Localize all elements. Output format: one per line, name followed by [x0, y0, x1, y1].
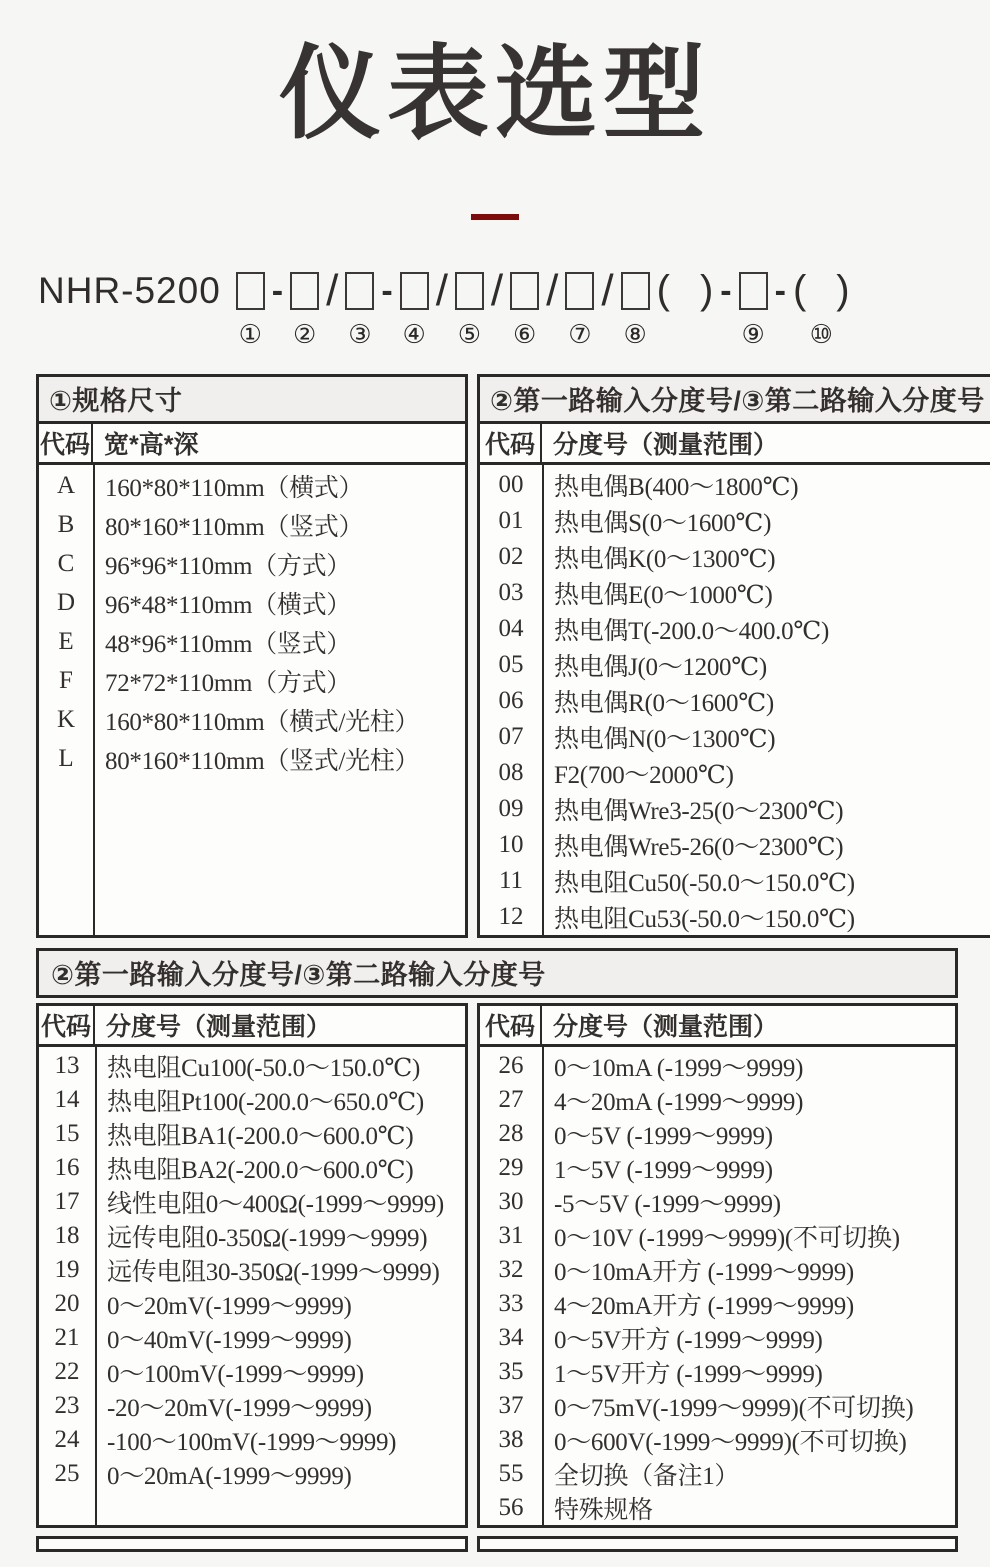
row-desc: 0～20mV(-1999～9999): [107, 1292, 352, 1320]
table-row: [480, 539, 990, 575]
row-code: 12: [498, 902, 524, 930]
row-desc: 4～20mA (-1999～9999): [554, 1088, 804, 1116]
row-desc: -20～20mV(-1999～9999): [107, 1394, 372, 1422]
input-range-table-2-left-body: [39, 1047, 465, 1525]
separator-dash: -: [381, 271, 393, 310]
table-row: [480, 827, 990, 863]
row-code: 23: [54, 1391, 80, 1419]
row-desc: 热电偶R(0～1600℃): [554, 689, 774, 717]
input-range-table-1-column-headers: [480, 424, 990, 465]
spec-sheet-page: [0, 26, 990, 1552]
table-row: [39, 740, 465, 779]
row-code: 18: [54, 1221, 80, 1249]
row-desc: 线性电阻0～400Ω(-1999～9999): [107, 1190, 444, 1218]
row-code: B: [57, 511, 75, 539]
row-desc: 0～20mA(-1999～9999): [107, 1462, 352, 1490]
row-desc: 远传电阻0-350Ω(-1999～9999): [107, 1224, 428, 1252]
row-desc: 96*96*110mm（方式）: [105, 553, 351, 581]
code-box-icon: [345, 272, 374, 310]
table-row: [39, 1049, 465, 1083]
row-code: C: [57, 550, 75, 578]
section-1: [36, 374, 985, 938]
separator-slash: /: [601, 265, 614, 315]
row-desc: 热电阻Cu53(-50.0～150.0℃): [554, 905, 855, 933]
table-row: [480, 1049, 955, 1083]
desc-column-header: 分度号（测量范围）: [553, 1012, 779, 1041]
table-row: [480, 1491, 955, 1525]
model-box-2: [290, 268, 319, 352]
row-code: 06: [498, 686, 524, 714]
section-2-header: ②第一路输入分度号/③第二路输入分度号: [36, 948, 958, 998]
position-number-9: ⑨: [741, 319, 765, 350]
model-box-4: [400, 268, 429, 352]
table-row: [480, 575, 990, 611]
input-range-table-2-right-body: [480, 1047, 955, 1525]
row-desc: -100～100mV(-1999～9999): [107, 1428, 397, 1456]
table-row: [39, 1355, 465, 1389]
row-desc: 热电偶B(400～1800℃): [554, 473, 799, 501]
row-desc: 特殊规格: [554, 1496, 653, 1524]
row-desc: 80*160*110mm（竖式）: [105, 514, 364, 542]
table-row: [39, 1219, 465, 1253]
row-code: A: [56, 472, 76, 500]
row-code: 01: [498, 506, 524, 534]
row-desc: F2(700～2000℃): [554, 761, 734, 789]
input-range-table-1-header: ②第一路输入分度号/③第二路输入分度号: [480, 377, 990, 424]
code-box-icon: [400, 272, 429, 310]
table-row: [480, 1457, 955, 1491]
row-desc: 远传电阻30-350Ω(-1999～9999): [107, 1258, 440, 1286]
table-row: [480, 1355, 955, 1389]
row-desc: 48*96*110mm（竖式）: [105, 631, 351, 659]
row-code: 22: [54, 1357, 80, 1385]
row-desc: -5～5V (-1999～9999): [554, 1190, 781, 1218]
row-code: F: [59, 667, 73, 695]
table-row: [39, 506, 465, 545]
table-row: [480, 899, 990, 935]
table-row: [480, 791, 990, 827]
table-row: [480, 863, 990, 899]
table-row: [39, 662, 465, 701]
row-code: D: [56, 589, 76, 617]
input-range-table-1-body: [480, 465, 990, 935]
row-desc: 1～5V开方 (-1999～9999): [554, 1360, 823, 1388]
table-row: [480, 1287, 955, 1321]
row-code: 17: [54, 1187, 80, 1215]
code-box-icon: [290, 272, 319, 310]
table-row: [39, 1457, 465, 1491]
row-desc: 热电阻Cu50(-50.0～150.0℃): [554, 869, 855, 897]
model-box-7: [565, 268, 594, 352]
row-desc: 热电阻BA1(-200.0～600.0℃): [107, 1122, 414, 1150]
row-code: 00: [498, 470, 524, 498]
code-box-icon: [739, 272, 768, 310]
row-code: 11: [498, 866, 524, 894]
position-number-5: ⑤: [457, 319, 482, 350]
row-code: 15: [54, 1119, 80, 1147]
table-row: [39, 467, 465, 506]
row-desc: 0～10mA开方 (-1999～9999): [554, 1258, 854, 1286]
model-prefix-segment: [38, 268, 229, 352]
row-desc: 热电阻Pt100(-200.0～650.0℃): [107, 1088, 424, 1116]
size-table-header: ①规格尺寸: [39, 377, 465, 424]
row-desc: 160*80*110mm（横式）: [105, 475, 364, 503]
row-desc: 0～5V (-1999～9999): [554, 1122, 773, 1150]
row-desc: 热电偶Wre5-26(0～2300℃): [554, 833, 844, 861]
position-number-10: ⑩: [809, 319, 833, 350]
row-code: E: [58, 628, 74, 656]
row-desc: 热电偶E(0～1000℃): [554, 581, 773, 609]
row-code: 33: [498, 1289, 524, 1317]
model-prefix: NHR-5200: [38, 269, 221, 311]
row-code: 08: [498, 758, 524, 786]
desc-column-header: 宽*高*深: [104, 430, 199, 459]
row-desc: 0～75mV(-1999～9999)(不可切换): [554, 1394, 914, 1422]
table-row: [480, 503, 990, 539]
row-desc: 72*72*110mm（方式）: [105, 670, 351, 698]
row-code: 02: [498, 542, 524, 570]
input-range-table-2-right: [477, 1003, 958, 1528]
table-row: [39, 584, 465, 623]
row-desc: 热电偶T(-200.0～400.0℃): [554, 617, 830, 645]
row-code: 55: [498, 1459, 524, 1487]
table-row: [39, 1083, 465, 1117]
row-code: 35: [498, 1357, 524, 1385]
row-code: 19: [54, 1255, 80, 1283]
table-row: [480, 1321, 955, 1355]
row-code: 13: [54, 1051, 80, 1079]
separator-slash: /: [435, 265, 448, 315]
table-row: [480, 1117, 955, 1151]
model-box-3: [345, 268, 374, 352]
table-row: [480, 1389, 955, 1423]
row-code: 27: [498, 1085, 524, 1113]
table-row: [480, 611, 990, 647]
separator-dash: -: [720, 271, 732, 310]
table-row: [480, 647, 990, 683]
model-box-9: [739, 268, 768, 352]
page-title: 仪表选型: [279, 37, 711, 151]
row-desc: 0～10V (-1999～9999)(不可切换): [554, 1224, 900, 1252]
row-code: 10: [498, 830, 524, 858]
row-desc: 热电偶N(0～1300℃): [554, 725, 776, 753]
code-column-header: 代码: [480, 1006, 542, 1044]
row-code: 21: [54, 1323, 80, 1351]
table-row: [39, 545, 465, 584]
desc-column-header: 分度号（测量范围）: [553, 430, 779, 459]
size-spec-table: [36, 374, 468, 938]
model-box-5: [455, 268, 484, 352]
row-code: 30: [498, 1187, 524, 1215]
table-row: [39, 1253, 465, 1287]
table-row: [39, 1287, 465, 1321]
row-desc: 96*48*110mm（横式）: [105, 592, 351, 620]
position-number-4: ④: [402, 319, 426, 350]
table-row: [480, 683, 990, 719]
row-code: 24: [54, 1425, 80, 1453]
row-desc: 0～600V(-1999～9999)(不可切换): [554, 1428, 907, 1456]
row-code: 05: [498, 650, 524, 678]
next-section-cutoff: [36, 1536, 958, 1552]
separator-slash: /: [490, 265, 504, 315]
table-row: [39, 701, 465, 740]
row-desc: 160*80*110mm（横式/光柱）: [105, 709, 420, 737]
row-desc: 热电阻BA2(-200.0～600.0℃): [107, 1156, 414, 1184]
table-row: [39, 623, 465, 662]
row-desc: 1～5V (-1999～9999): [554, 1156, 773, 1184]
position-number-2: ②: [292, 319, 317, 350]
position-number-8: ⑧: [623, 319, 647, 350]
table-row: [39, 1117, 465, 1151]
table-row: [480, 1083, 955, 1117]
size-table-body: [39, 465, 465, 935]
table-row: [39, 1185, 465, 1219]
row-code: K: [56, 706, 76, 734]
input-range-table-1: [477, 374, 990, 938]
row-code: 31: [498, 1221, 524, 1249]
table-row: [39, 1389, 465, 1423]
code-box-icon: [565, 272, 594, 310]
table-row: [39, 1321, 465, 1355]
code-column-header: 代码: [480, 424, 542, 462]
row-code: 25: [54, 1459, 80, 1487]
table-row: [480, 467, 990, 503]
row-code: 28: [498, 1119, 524, 1147]
position-number-1: ①: [238, 319, 262, 350]
model-code-line: [38, 265, 990, 352]
paren-blank: ( ): [656, 268, 714, 313]
row-code: 03: [498, 578, 524, 606]
table-row: [39, 1151, 465, 1185]
model-box-8: [621, 268, 650, 352]
tables-area: [36, 374, 985, 1552]
input-range-table-2-left: [36, 1003, 468, 1528]
row-code: 26: [498, 1051, 524, 1079]
row-desc: 0～100mV(-1999～9999): [107, 1360, 364, 1388]
row-desc: 热电偶J(0～1200℃): [554, 653, 767, 681]
row-desc: 0～5V开方 (-1999～9999): [554, 1326, 823, 1354]
table-row: [480, 1185, 955, 1219]
section-2: [36, 1003, 958, 1528]
position-number-3: ③: [348, 319, 372, 350]
row-code: 07: [498, 722, 524, 750]
table-row: [480, 1253, 955, 1287]
red-divider: [471, 214, 519, 220]
code-box-icon: [236, 272, 265, 310]
row-code: 34: [498, 1323, 524, 1351]
table-row: [480, 719, 990, 755]
desc-column-header: 分度号（测量范围）: [106, 1012, 332, 1041]
separator-dash: -: [774, 271, 786, 310]
model-box-6: [510, 268, 539, 352]
row-code: 04: [498, 614, 524, 642]
row-desc: 4～20mA开方 (-1999～9999): [554, 1292, 854, 1320]
code-box-icon: [621, 272, 650, 310]
row-code: 56: [498, 1493, 524, 1521]
row-desc: 热电偶S(0～1600℃): [554, 509, 772, 537]
row-desc: 80*160*110mm（竖式/光柱）: [105, 748, 420, 776]
input-range-table-2-right-column-headers: [480, 1006, 955, 1047]
code-box-icon: [510, 272, 539, 310]
next-table-edge-right: [477, 1536, 958, 1552]
row-code: 20: [54, 1289, 80, 1317]
row-code: 37: [498, 1391, 524, 1419]
code-column-header: 代码: [39, 1006, 95, 1044]
row-desc: 热电偶K(0～1300℃): [554, 545, 776, 573]
position-number-6: ⑥: [513, 319, 537, 350]
position-number-7: ⑦: [568, 319, 592, 350]
row-code: 16: [54, 1153, 80, 1181]
code-box-icon: [455, 272, 484, 310]
row-desc: 全切换（备注1）: [554, 1462, 740, 1490]
row-desc: 0～40mV(-1999～9999): [107, 1326, 352, 1354]
row-code: L: [58, 745, 74, 773]
separator-slash: /: [546, 265, 559, 315]
code-column-header: 代码: [39, 424, 93, 462]
row-desc: 0～10mA (-1999～9999): [554, 1054, 804, 1082]
size-table-column-headers: [39, 424, 465, 465]
row-code: 29: [498, 1153, 524, 1181]
separator-slash: /: [326, 265, 339, 315]
table-row: [39, 1423, 465, 1457]
separator-dash: -: [271, 271, 284, 310]
row-code: 38: [498, 1425, 524, 1453]
row-code: 14: [54, 1085, 80, 1113]
row-desc: 热电阻Cu100(-50.0～150.0℃): [107, 1054, 421, 1082]
paren-blank-10: ( ) ⑩: [792, 268, 850, 350]
table-row: [480, 1423, 955, 1457]
row-code: 32: [498, 1255, 524, 1283]
next-table-edge-left: [36, 1536, 468, 1552]
row-code: 09: [498, 794, 524, 822]
table-row: [480, 1151, 955, 1185]
input-range-table-2-left-column-headers: [39, 1006, 465, 1047]
table-row: [480, 755, 990, 791]
row-desc: 热电偶Wre3-25(0～2300℃): [554, 797, 844, 825]
model-box-1: [236, 268, 265, 352]
table-row: [480, 1219, 955, 1253]
